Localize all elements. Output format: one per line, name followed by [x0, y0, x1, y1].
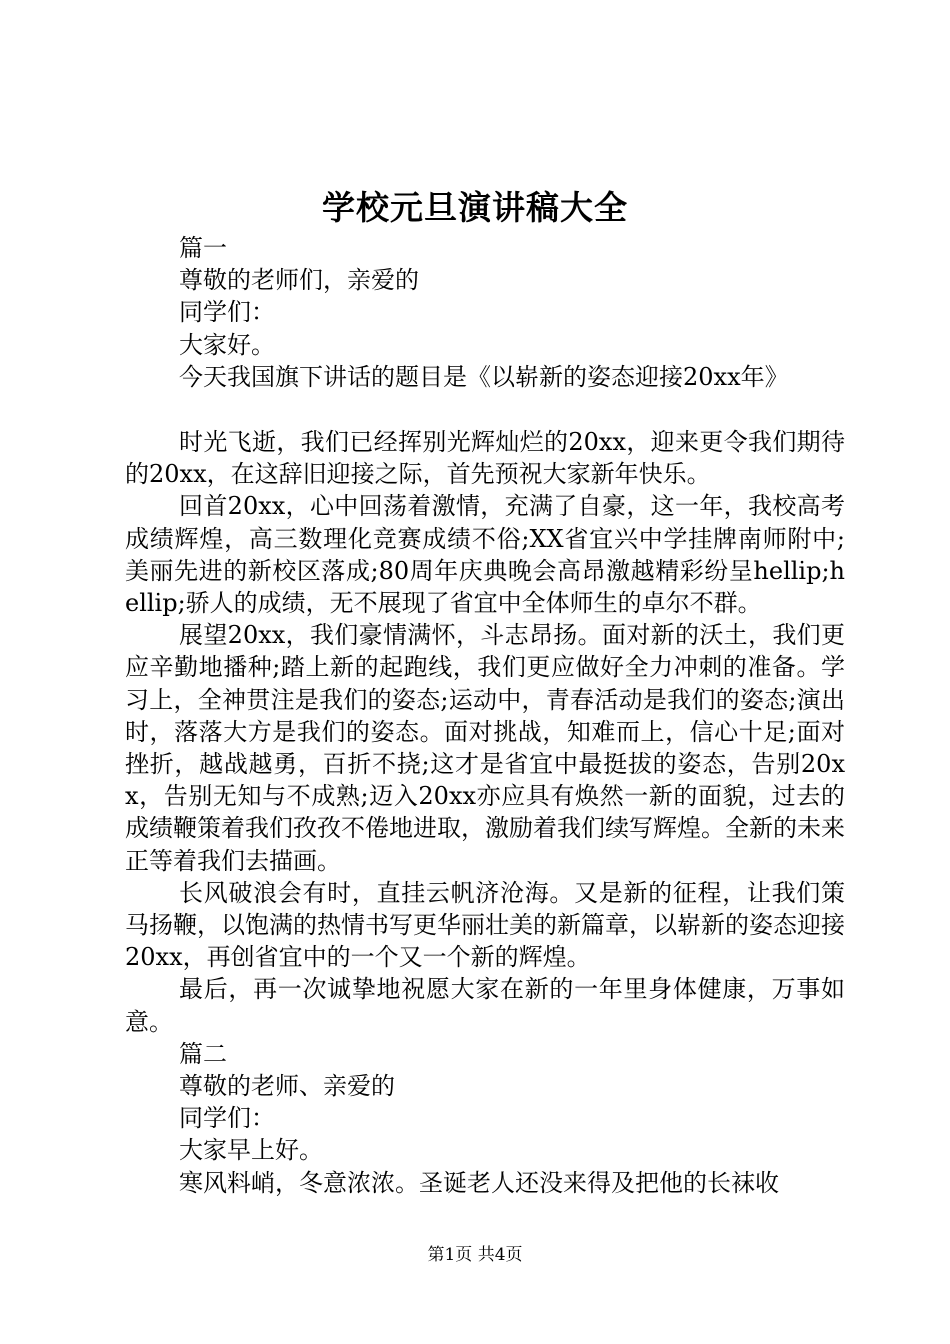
paragraph-gap	[125, 393, 845, 426]
topic-line: 今天我国旗下讲话的题目是《以崭新的姿态迎接20xx年》	[179, 362, 789, 391]
salutation-line: 尊敬的老师们，亲爱的	[179, 266, 419, 295]
body-paragraph: 回首20xx，心中回荡着激情，充满了自豪，这一年，我校高考成绩辉煌，高三数理化竞赛成绩不俗;XX省宜兴中学挂牌南师附中;美丽先进的新校区落成;80周年庆典晚会高昂激越精彩纷呈hellip;hellip;骄人的成绩，无不展现了省宜中全体师生的卓尔不群。	[125, 492, 845, 618]
salutation-line: 同学们：	[179, 1104, 275, 1133]
body-paragraph: 展望20xx，我们豪情满怀，斗志昂扬。面对新的沃土，我们更应辛勤地播种;踏上新的起跑线，我们更应做好全力冲刺的准备。学习上，全神贯注是我们的姿态;运动中，青春活动是我们的姿态;演出时，落落大方是我们的姿态。面对挑战，知难而上，信心十足;面对挫折，越战越勇，百折不挠;这才是省宜中最挺拔的姿态，告别20xx，告别无知与不成熟;迈入20xx亦应具有焕然一新的面貌，过去的成绩鞭策着我们孜孜不倦地进取，激励着我们续写辉煌。全新的未来正等着我们去描画。	[125, 621, 845, 875]
greeting-line: 大家早上好。	[179, 1136, 323, 1165]
section-heading-1: 篇一	[179, 234, 227, 262]
section-heading-2: 篇二	[179, 1039, 227, 1068]
salutation-line: 尊敬的老师、亲爱的	[179, 1072, 395, 1101]
salutation-line: 同学们：	[179, 298, 275, 327]
body-paragraph: 最后，再一次诚挚地祝愿大家在新的一年里身体健康，万事如意。	[125, 975, 845, 1036]
greeting-line: 大家好。	[179, 330, 275, 359]
body-paragraph: 寒风料峭，冬意浓浓。圣诞老人还没来得及把他的长袜收	[179, 1168, 779, 1197]
document-title: 学校元旦演讲稿大全	[322, 188, 628, 227]
body-paragraph: 时光飞逝，我们已经挥别光辉灿烂的20xx，迎来更令我们期待的20xx，在这辞旧迎接之际，首先预祝大家新年快乐。	[125, 428, 845, 489]
page-number-footer: 第1页 共4页	[427, 1245, 523, 1265]
body-paragraph: 长风破浪会有时，直挂云帆济沧海。又是新的征程，让我们策马扬鞭，以饱满的热情书写更华丽壮美的新篇章，以崭新的姿态迎接20xx，再创省宜中的一个又一个新的辉煌。	[125, 878, 845, 972]
document-body	[125, 232, 845, 1199]
